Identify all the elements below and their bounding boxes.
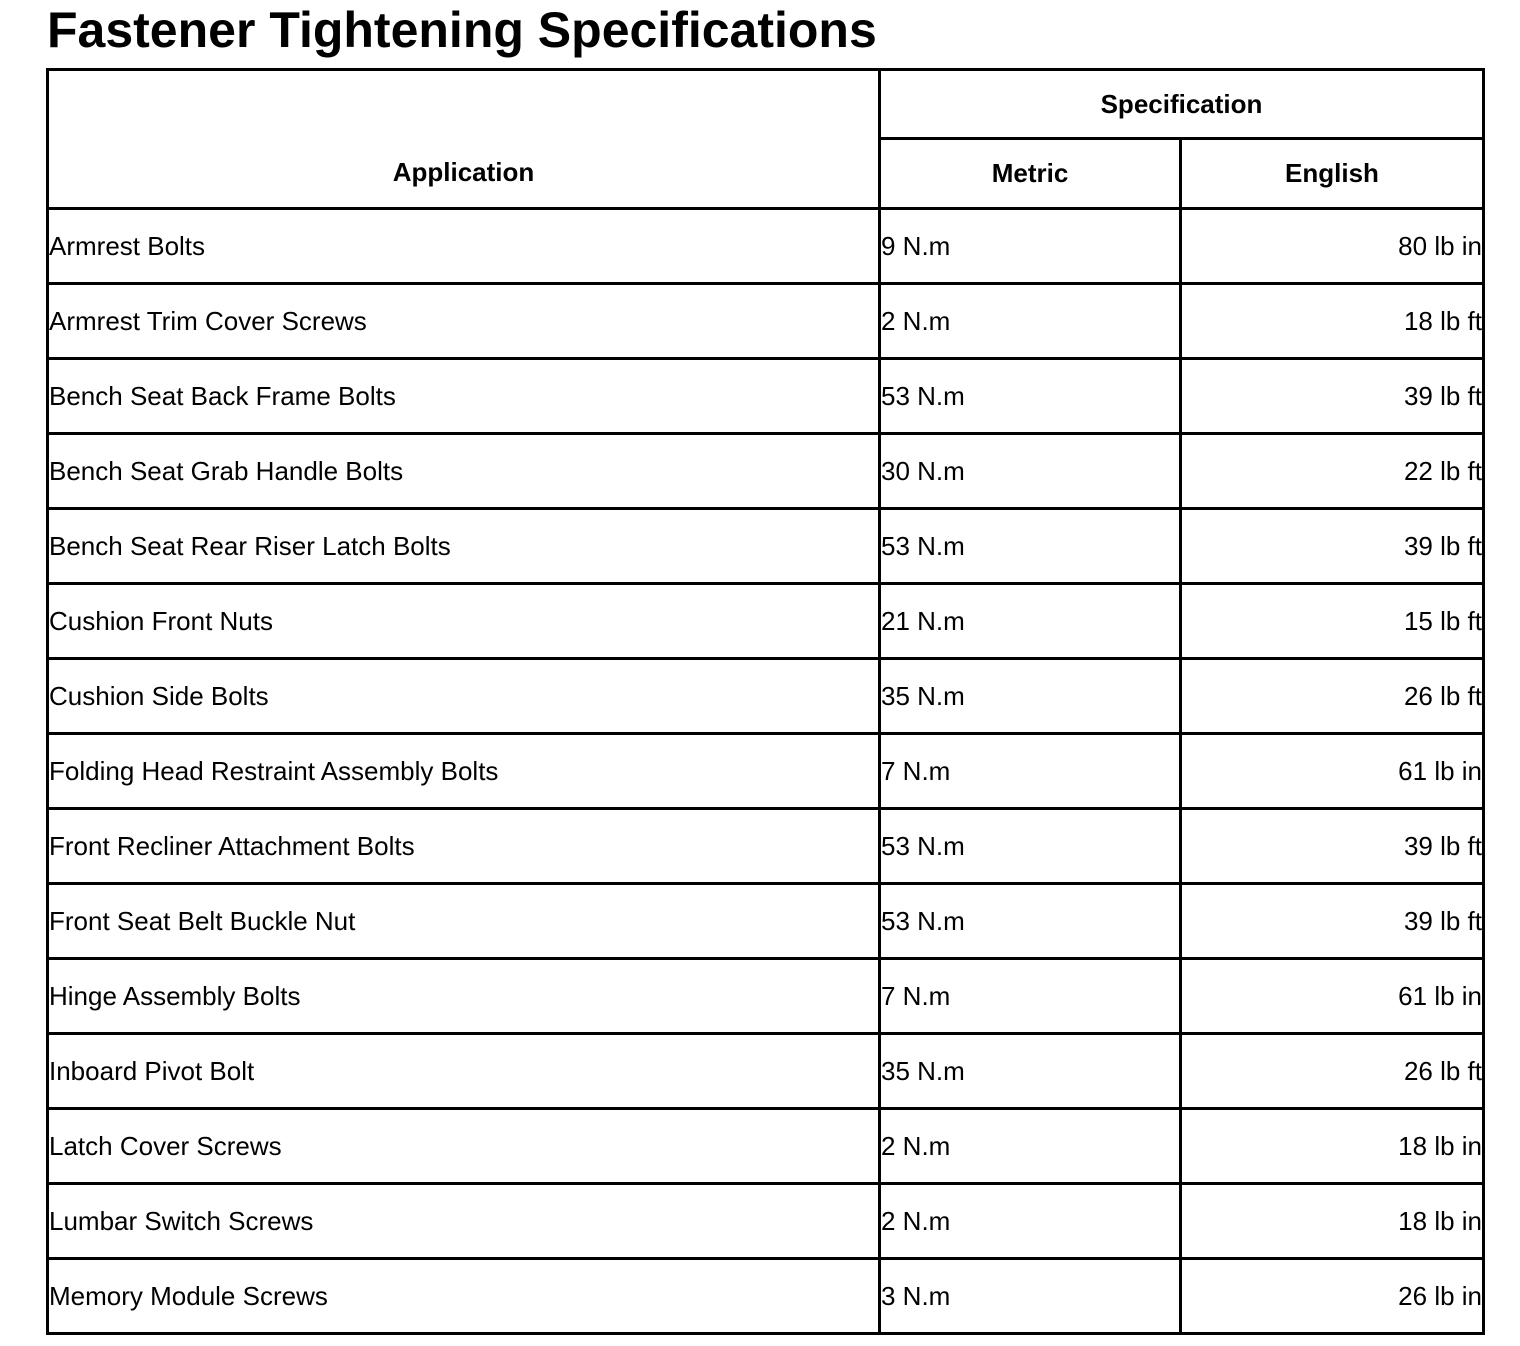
cell-english: 22 lb ft (1181, 434, 1484, 509)
cell-english: 80 lb in (1181, 209, 1484, 284)
cell-metric: 2 N.m (880, 1109, 1181, 1184)
cell-metric: 7 N.m (880, 959, 1181, 1034)
header-application: Application (48, 70, 880, 209)
table-row (48, 359, 1484, 434)
table-row (48, 1109, 1484, 1184)
fastener-spec-table (46, 68, 1485, 1335)
cell-application: Lumbar Switch Screws (48, 1184, 880, 1259)
cell-application: Armrest Trim Cover Screws (48, 284, 880, 359)
table-row (48, 1259, 1484, 1334)
cell-english: 39 lb ft (1181, 359, 1484, 434)
cell-english: 26 lb ft (1181, 1034, 1484, 1109)
cell-metric: 53 N.m (880, 884, 1181, 959)
cell-metric: 9 N.m (880, 209, 1181, 284)
cell-metric: 2 N.m (880, 1184, 1181, 1259)
cell-application: Memory Module Screws (48, 1259, 880, 1334)
cell-application: Bench Seat Rear Riser Latch Bolts (48, 509, 880, 584)
cell-application: Front Recliner Attachment Bolts (48, 809, 880, 884)
table-row (48, 584, 1484, 659)
cell-english: 18 lb ft (1181, 284, 1484, 359)
cell-application: Front Seat Belt Buckle Nut (48, 884, 880, 959)
cell-metric: 7 N.m (880, 734, 1181, 809)
cell-english: 39 lb ft (1181, 884, 1484, 959)
cell-metric: 53 N.m (880, 809, 1181, 884)
cell-metric: 35 N.m (880, 659, 1181, 734)
cell-metric: 2 N.m (880, 284, 1181, 359)
table-row (48, 884, 1484, 959)
cell-application: Hinge Assembly Bolts (48, 959, 880, 1034)
cell-english: 18 lb in (1181, 1109, 1484, 1184)
table-row (48, 209, 1484, 284)
table-row (48, 284, 1484, 359)
table-row (48, 1184, 1484, 1259)
cell-application: Bench Seat Grab Handle Bolts (48, 434, 880, 509)
cell-application: Cushion Side Bolts (48, 659, 880, 734)
cell-application: Cushion Front Nuts (48, 584, 880, 659)
cell-english: 39 lb ft (1181, 809, 1484, 884)
cell-english: 26 lb in (1181, 1259, 1484, 1334)
cell-english: 15 lb ft (1181, 584, 1484, 659)
header-english: English (1181, 139, 1484, 209)
table-row (48, 809, 1484, 884)
cell-application: Folding Head Restraint Assembly Bolts (48, 734, 880, 809)
table-row (48, 659, 1484, 734)
cell-metric: 3 N.m (880, 1259, 1181, 1334)
table-row (48, 959, 1484, 1034)
cell-application: Latch Cover Screws (48, 1109, 880, 1184)
cell-application: Inboard Pivot Bolt (48, 1034, 880, 1109)
cell-english: 61 lb in (1181, 734, 1484, 809)
table-row (48, 434, 1484, 509)
cell-english: 18 lb in (1181, 1184, 1484, 1259)
cell-metric: 35 N.m (880, 1034, 1181, 1109)
page-title: Fastener Tightening Specifications (47, 2, 877, 58)
cell-metric: 53 N.m (880, 359, 1181, 434)
cell-english: 61 lb in (1181, 959, 1484, 1034)
table-row (48, 734, 1484, 809)
table-row (48, 1034, 1484, 1109)
cell-application: Armrest Bolts (48, 209, 880, 284)
cell-application: Bench Seat Back Frame Bolts (48, 359, 880, 434)
cell-metric: 21 N.m (880, 584, 1181, 659)
cell-english: 26 lb ft (1181, 659, 1484, 734)
header-specification: Specification (880, 70, 1484, 139)
cell-metric: 53 N.m (880, 509, 1181, 584)
table-body (48, 209, 1484, 1334)
table-row (48, 509, 1484, 584)
cell-metric: 30 N.m (880, 434, 1181, 509)
cell-english: 39 lb ft (1181, 509, 1484, 584)
header-metric: Metric (880, 139, 1181, 209)
